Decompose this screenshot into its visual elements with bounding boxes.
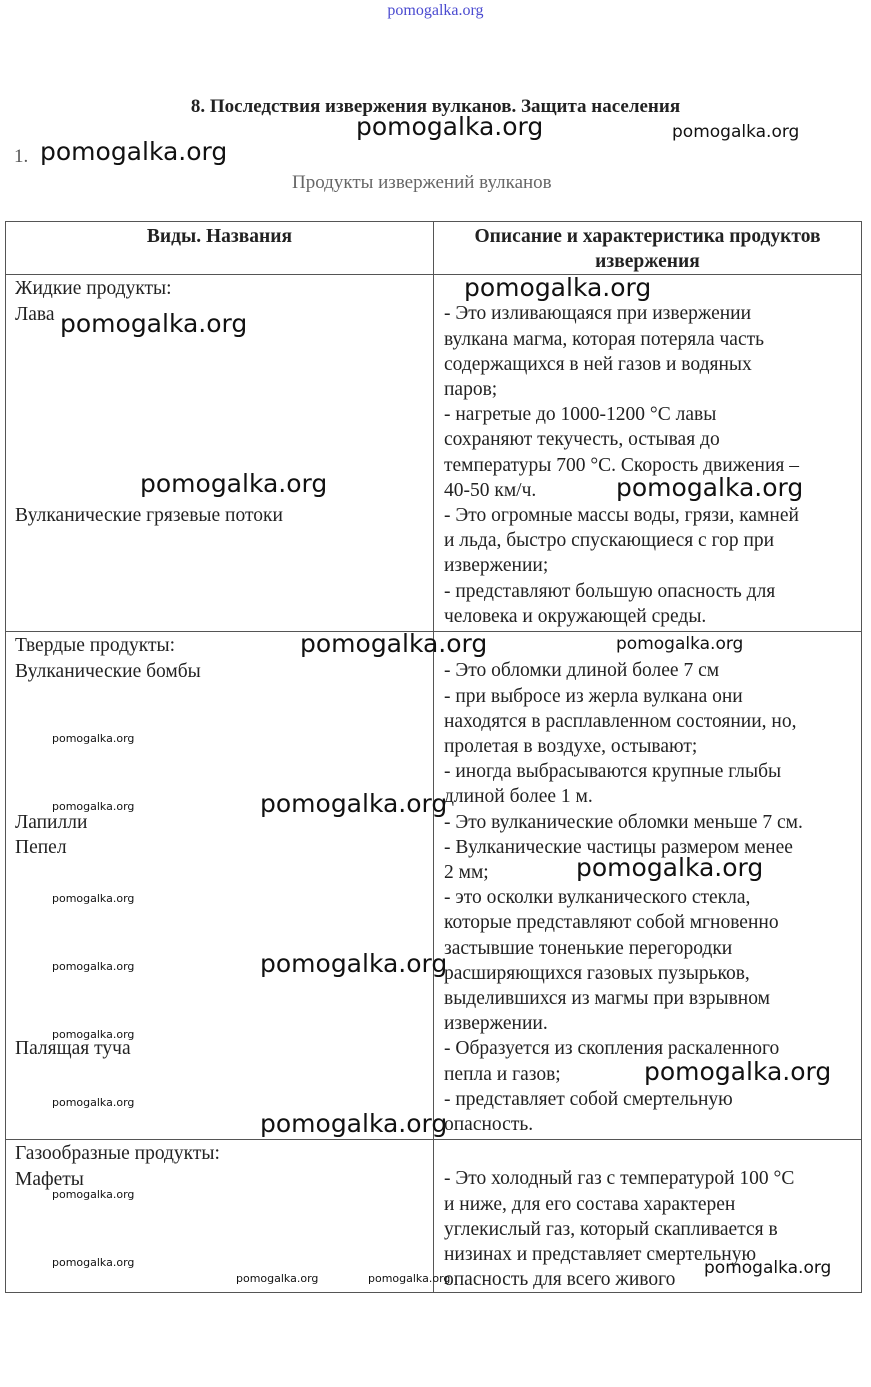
section-heading: Жидкие продукты: — [15, 278, 172, 300]
product-name: Пепел — [15, 837, 67, 859]
watermark: pomogalka.org — [52, 892, 135, 905]
watermark: pomogalka.org — [40, 137, 228, 166]
watermark: pomogalka.org — [52, 1028, 135, 1041]
description-line: - представляют большую опасность для — [444, 580, 776, 602]
description-line: содержащихся в ней газов и водяных — [444, 353, 752, 375]
watermark: pomogalka.org — [236, 1272, 319, 1285]
product-name: Лава — [15, 303, 55, 325]
watermark: pomogalka.org — [60, 309, 248, 338]
header-types: Виды. Названия — [6, 222, 434, 275]
watermark: pomogalka.org — [52, 1188, 135, 1201]
description-line: - Это огромные массы воды, грязи, камней — [444, 505, 799, 527]
description-line: выделившихся из магмы при взрывном — [444, 988, 770, 1010]
watermark: pomogalka.org — [464, 273, 652, 302]
section-heading: Газообразные продукты: — [15, 1143, 220, 1165]
description-line: 40-50 км/ч. — [444, 479, 537, 501]
product-name: Мафеты — [15, 1168, 84, 1190]
watermark: pomogalka.org — [356, 112, 544, 141]
watermark: pomogalka.org — [52, 732, 135, 745]
top-watermark[interactable]: pomogalka.org — [387, 2, 484, 19]
section-liquid-descriptions — [434, 275, 862, 632]
description-line: извержении. — [444, 1013, 548, 1035]
section-heading: Твердые продукты: — [15, 635, 176, 657]
watermark: pomogalka.org — [616, 634, 744, 654]
description-line: извержении; — [444, 555, 549, 577]
watermark: pomogalka.org — [576, 853, 764, 882]
description-line: - представляет собой смертельную — [444, 1088, 733, 1110]
watermark: pomogalka.org — [260, 1109, 448, 1138]
description-line: сохраняют текучесть, остывая до — [444, 429, 720, 451]
description-line: - Это вулканические обломки меньше 7 см. — [444, 811, 803, 833]
description-line: паров; — [444, 379, 498, 401]
section-gas-names — [6, 1140, 434, 1293]
table-header-row — [6, 222, 862, 275]
description-line: углекислый газ, который скапливается в — [444, 1218, 778, 1240]
watermark: pomogalka.org — [260, 949, 448, 978]
description-line: расширяющихся газовых пузырьков, — [444, 962, 750, 984]
watermark: pomogalka.org — [52, 960, 135, 973]
description-line: - Это изливающаяся при извержении — [444, 303, 752, 325]
description-line: человека и окружающей среды. — [444, 605, 707, 627]
product-name: Вулканические бомбы — [15, 660, 201, 682]
description-line: 2 мм; — [444, 862, 489, 884]
description-line: - Вулканические частицы размером менее — [444, 836, 793, 858]
watermark: pomogalka.org — [368, 1272, 451, 1285]
description-line: опасность. — [444, 1114, 534, 1136]
description-line: находятся в расплавленном состоянии, но, — [444, 710, 797, 732]
description-line: длиной более 1 м. — [444, 786, 593, 808]
description-line: - при выбросе из жерла вулкана они — [444, 685, 743, 707]
section-solid-names — [6, 632, 434, 1140]
description-line: температуры 700 °С. Скорость движения – — [444, 454, 799, 476]
watermark: pomogalka.org — [52, 800, 135, 813]
description-line: опасность для всего живого — [444, 1269, 676, 1291]
watermark: pomogalka.org — [140, 469, 328, 498]
description-line: - Образуется из скопления раскаленного — [444, 1038, 780, 1060]
watermark: pomogalka.org — [300, 629, 488, 658]
watermark: pomogalka.org — [644, 1057, 832, 1086]
product-name: Вулканические грязевые потоки — [15, 504, 283, 526]
description-line: вулкана магма, которая потеряла часть — [444, 328, 765, 350]
watermark: pomogalka.org — [260, 789, 448, 818]
watermark: pomogalka.org — [616, 473, 804, 502]
description-line: и льда, быстро спускающиеся с гор при — [444, 530, 775, 552]
description-line: - Это обломки длиной более 7 см — [444, 660, 720, 682]
description-line: пепла и газов; — [444, 1063, 561, 1085]
description-line: и ниже, для его состава характерен — [444, 1193, 736, 1215]
description-line: - Это холодный газ с температурой 100 °С — [444, 1168, 795, 1190]
page-title: 8. Последствия извержения вулканов. Защита населения — [190, 96, 681, 117]
product-name: Палящая туча — [15, 1038, 131, 1060]
description-line: - нагретые до 1000-1200 °С лавы — [444, 404, 717, 426]
description-line: - это осколки вулканического стекла, — [444, 887, 751, 909]
description-line: застывшие тоненькие перегородки — [444, 937, 733, 959]
watermark: pomogalka.org — [52, 1256, 135, 1269]
description-line: которые представляют собой мгновенно — [444, 912, 779, 934]
watermark: pomogalka.org — [672, 122, 800, 142]
description-line: пролетая в воздухе, остывают; — [444, 736, 698, 758]
product-name: Лапилли — [15, 811, 88, 833]
item-number: 1. — [14, 146, 29, 167]
description-line: - иногда выбрасываются крупные глыбы — [444, 761, 782, 783]
header-description: Описание и характеристика продуктов извержения — [434, 222, 862, 275]
watermark: pomogalka.org — [704, 1258, 832, 1278]
watermark: pomogalka.org — [52, 1096, 135, 1109]
table-caption: Продукты извержений вулканов — [292, 172, 552, 193]
description-line: низинах и представляет смертельную — [444, 1244, 757, 1266]
